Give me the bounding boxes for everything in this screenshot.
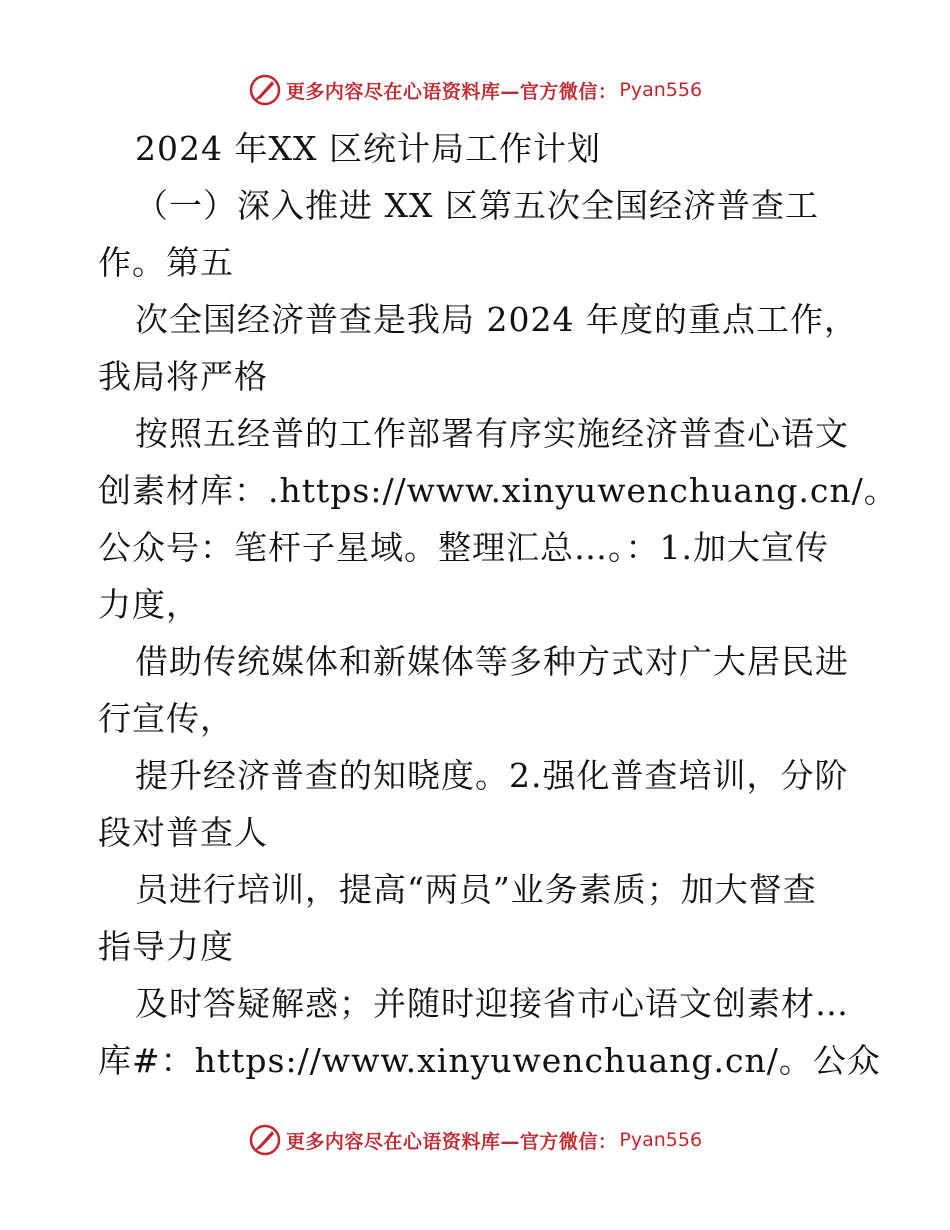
document-body <box>98 120 898 1089</box>
banner-text: 更多内容尽在心语资料库—官方微信： <box>285 1130 618 1153</box>
text-line: 2024 年XX 区统计局工作计划 <box>135 129 601 168</box>
text-line: 次全国经济普查是我局 2024 年度的重点工作， <box>135 300 858 339</box>
text-line: 公众号：笔杆子星域。整理汇总…。：1.加大宣传 <box>98 528 829 567</box>
banner-wechat-id: Pyan556 <box>619 1129 703 1151</box>
footer-watermark-banner <box>0 1120 950 1160</box>
text-line: 段对普查人 <box>98 813 268 852</box>
text-line: 行宣传， <box>98 699 234 738</box>
text-line: 创素材库：.https://www.xinyuwenchuang.cn/。 <box>98 471 898 510</box>
text-line: 力度， <box>98 585 200 624</box>
text-line: 员进行培训，提高“两员”业务素质；加大督查 <box>135 870 817 909</box>
header-watermark-banner <box>0 70 950 110</box>
quill-logo-icon <box>248 1123 282 1157</box>
quill-logo-icon <box>248 73 282 107</box>
banner-wechat-id: Pyan556 <box>619 79 703 101</box>
text-line: 借助传统媒体和新媒体等多种方式对广大居民进 <box>135 642 849 681</box>
text-line: 作。第五 <box>98 243 234 282</box>
text-line: 按照五经普的工作部署有序实施经济普查心语文 <box>135 414 849 453</box>
text-line: （一）深入推进 XX 区第五次全国经济普查工 <box>135 186 819 225</box>
text-line: 指导力度 <box>98 927 234 966</box>
text-line: 我局将严格 <box>98 357 268 396</box>
text-line: 提升经济普查的知晓度。2.强化普查培训，分阶 <box>135 756 849 795</box>
banner-text: 更多内容尽在心语资料库—官方微信： <box>285 80 618 103</box>
text-line: 库#：https://www.xinyuwenchuang.cn/。公众 <box>98 1041 881 1080</box>
text-line: 及时答疑解惑；并随时迎接省市心语文创素材… <box>135 984 849 1023</box>
